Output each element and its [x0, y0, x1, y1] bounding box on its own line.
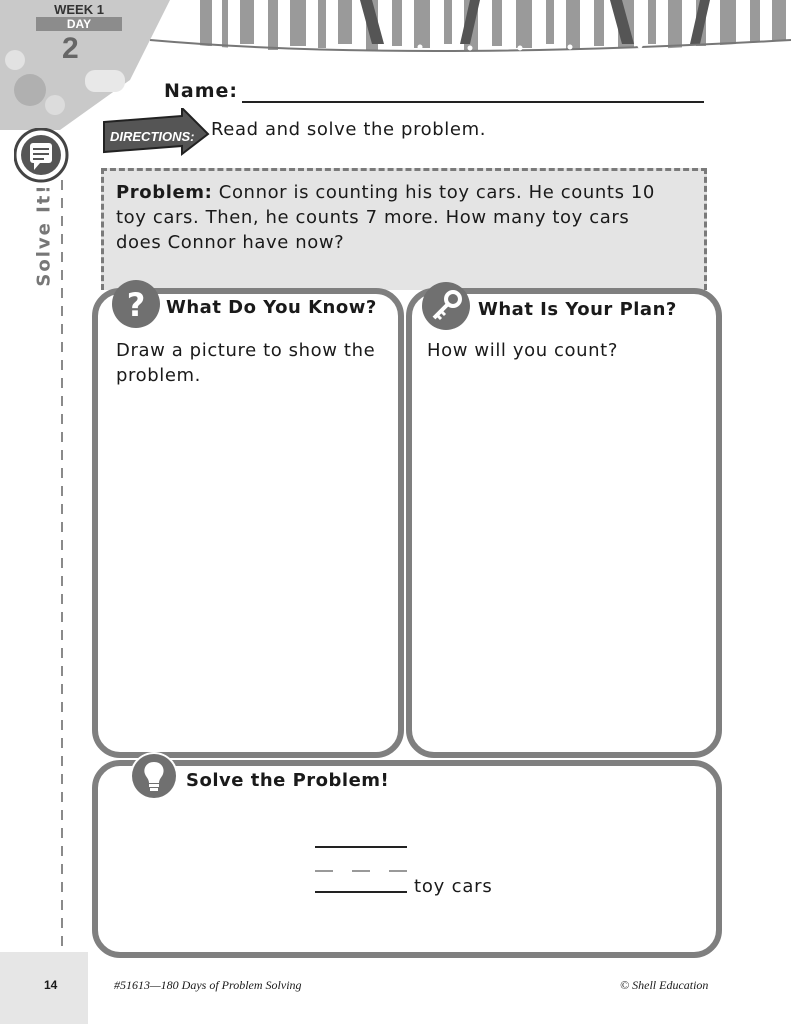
solve-heading: Solve the Problem! — [186, 770, 390, 791]
name-label: Name: — [164, 80, 239, 102]
problem-text: Connor is counting his toy cars. He counts 10 toy cars. Then, he counts 7 more. How many toy cars does Connor have now? — [116, 182, 655, 253]
directions-text: Read and solve the problem. — [211, 119, 487, 140]
directions-arrow-icon — [100, 108, 210, 160]
publisher: © Shell Education — [620, 978, 709, 992]
directions-badge-text: DIRECTIONS: — [110, 129, 195, 144]
side-label: Solve It! — [33, 183, 55, 287]
answer-line-top[interactable] — [315, 846, 407, 848]
answer-dash — [389, 870, 407, 872]
key-icon — [422, 282, 470, 330]
answer-line-total[interactable] — [315, 891, 407, 893]
problem-statement — [116, 180, 676, 255]
plan-heading: What Is Your Plan? — [478, 299, 677, 320]
know-heading: What Do You Know? — [166, 297, 377, 318]
answer-unit: toy cars — [414, 876, 493, 897]
lightbulb-icon — [130, 752, 178, 800]
day-label: DAY — [36, 17, 122, 31]
svg-text:?: ? — [126, 286, 146, 324]
plan-prompt: How will you count? — [427, 340, 618, 361]
question-icon — [112, 280, 160, 328]
answer-dash — [352, 870, 370, 872]
page-number: 14 — [44, 978, 58, 992]
problem-label: Problem: — [116, 182, 213, 203]
book-title: #51613—180 Days of Problem Solving — [114, 978, 302, 992]
speech-bubble-icon — [14, 128, 70, 184]
day-number: 2 — [62, 32, 79, 65]
name-field[interactable] — [242, 101, 704, 103]
know-prompt: Draw a picture to show the problem. — [116, 340, 376, 386]
answer-dash — [315, 870, 333, 872]
week-label: WEEK 1 — [54, 2, 104, 17]
